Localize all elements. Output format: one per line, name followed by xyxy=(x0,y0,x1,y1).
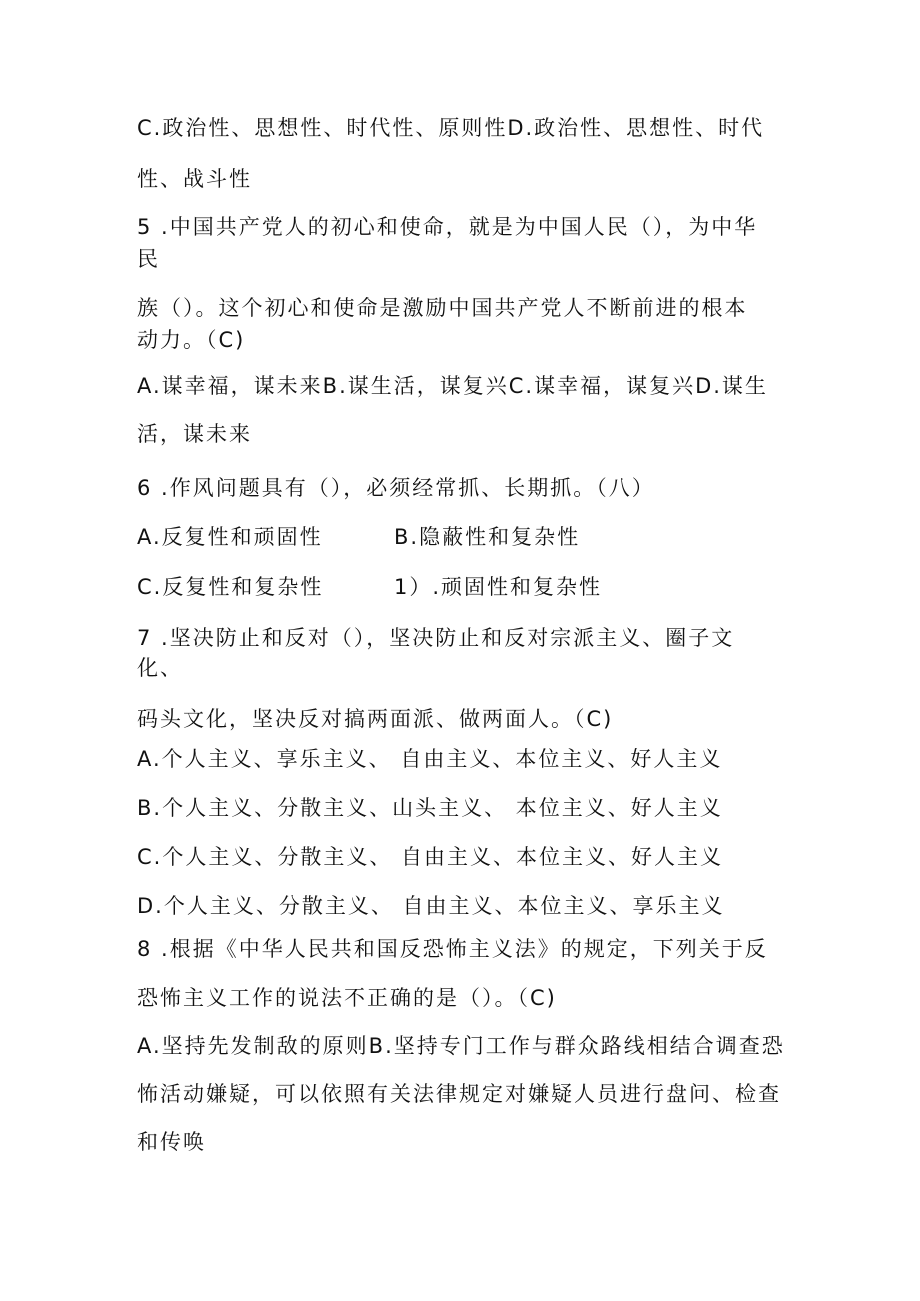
option-c: C.个人主义、分散主义、 自由主义、本位主义、好人主义 xyxy=(137,845,724,869)
question-7-line: 7 .坚决防止和反对（），坚决防止和反对宗派主义、圈子文 xyxy=(137,626,735,650)
question-8-line: 8 .根据《中华人民共和国反恐怖主义法》的规定，下列关于反 xyxy=(137,937,768,961)
answer-line: 动力。（C) xyxy=(137,328,246,352)
question-6-line: 6 .作风问题具有（），必须经常抓、长期抓。（八） xyxy=(137,476,655,500)
option-b: B.隐蔽性和复杂性 xyxy=(394,525,581,549)
answer-line: 恐怖主义工作的说法不正确的是（）。（C) xyxy=(137,986,557,1010)
text-line: C.政治性、思想性、时代性、原则性D.政治性、思想性、时代 xyxy=(137,116,765,140)
question-5-line: 5 .中国共产党人的初心和使命，就是为中国人民（），为中华 xyxy=(137,215,758,239)
option-d: 1）.顽固性和复杂性 xyxy=(394,575,603,599)
option-a: A.反复性和顽固性 xyxy=(137,525,323,549)
text-line: 怖活动嫌疑，可以依照有关法律规定对嫌疑人员进行盘问、检查 xyxy=(137,1082,781,1106)
option-a: A.个人主义、享乐主义、 自由主义、本位主义、好人主义 xyxy=(137,747,723,771)
options-line: A.坚持先发制敌的原则B.坚持专门工作与群众路线相结合调查恐 xyxy=(137,1034,785,1058)
text-line: 化、 xyxy=(137,656,183,680)
text-line: 性、战斗性 xyxy=(137,167,252,191)
text-line: 活，谋未来 xyxy=(137,422,252,446)
text-line: 和传唤 xyxy=(137,1130,206,1154)
option-c: C.反复性和复杂性 xyxy=(137,575,324,599)
option-b: B.个人主义、分散主义、山头主义、 本位主义、好人主义 xyxy=(137,796,723,820)
option-d: D.个人主义、分散主义、 自由主义、本位主义、享乐主义 xyxy=(137,894,725,918)
options-line: A.谋幸福，谋未来B.谋生活，谋复兴C.谋幸福，谋复兴D.谋生 xyxy=(137,374,768,398)
text-line: 族（）。这个初心和使命是激励中国共产党人不断前进的根本 xyxy=(137,296,748,320)
text-line: 民 xyxy=(137,247,160,271)
answer-line: 码头文化，坚决反对搞两面派、做两面人。（C) xyxy=(137,707,614,731)
